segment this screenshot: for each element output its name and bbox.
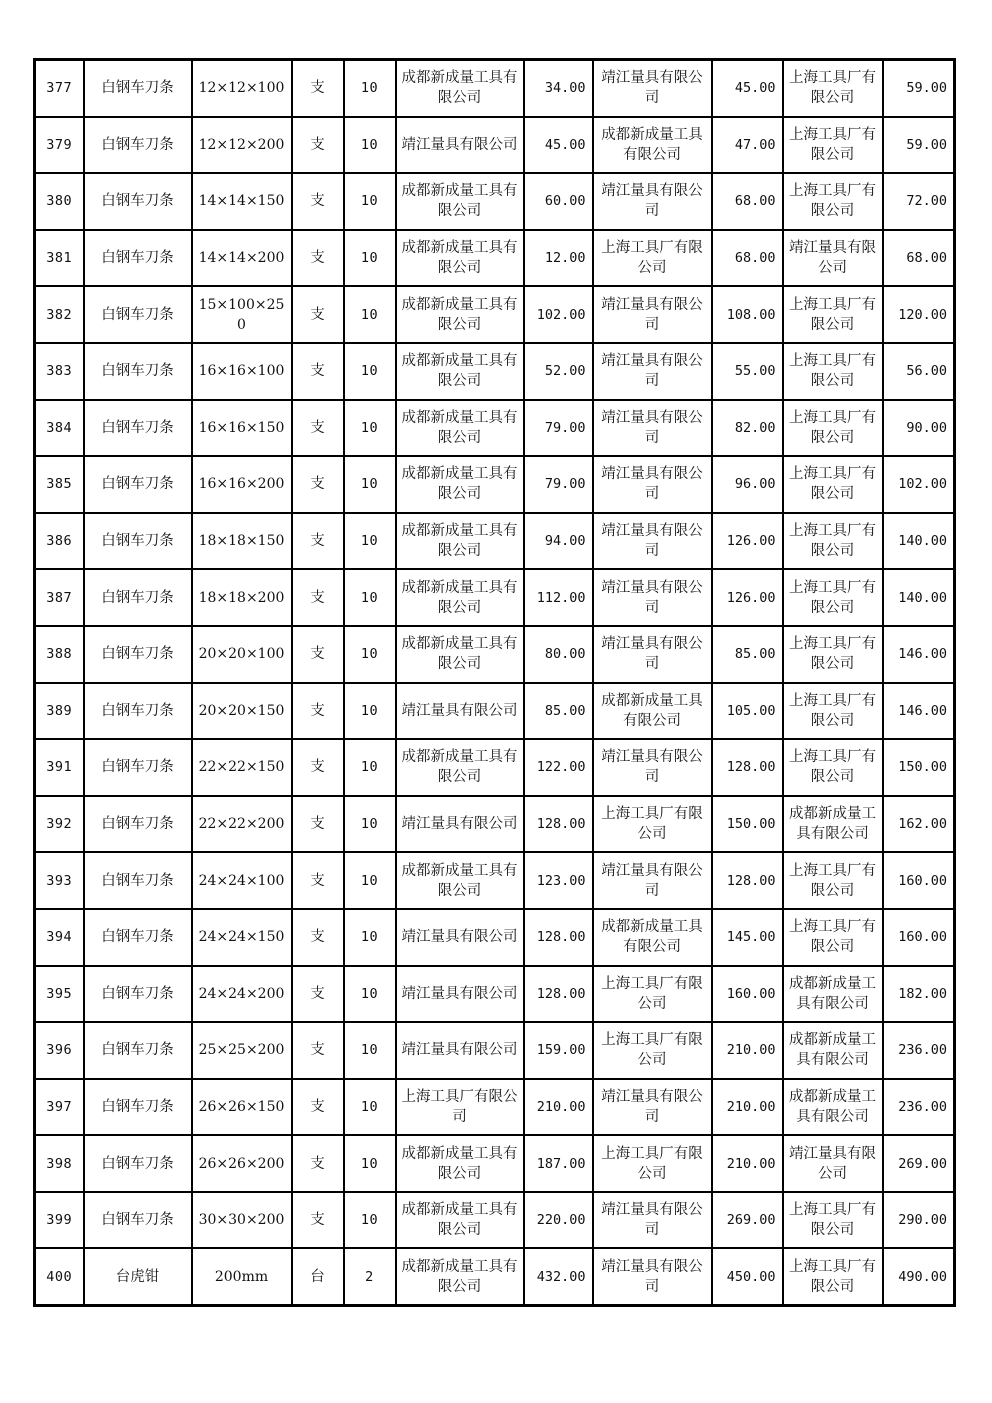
item-name-cell: 白钢车刀条	[84, 909, 192, 966]
supplier-2-cell: 靖江量具有限公司	[593, 1192, 712, 1249]
table-row	[35, 230, 955, 287]
item-number-cell: 383	[35, 343, 84, 400]
item-name-cell: 白钢车刀条	[84, 569, 192, 626]
item-name-cell: 白钢车刀条	[84, 1079, 192, 1136]
item-name-cell: 白钢车刀条	[84, 852, 192, 909]
unit-cell: 支	[292, 1022, 344, 1079]
unit-cell: 支	[292, 683, 344, 740]
supplier-2-cell: 靖江量具有限公司	[593, 569, 712, 626]
table-row	[35, 173, 955, 230]
item-spec-cell: 16×16×150	[192, 400, 292, 457]
table-row	[35, 966, 955, 1023]
item-name-cell: 白钢车刀条	[84, 513, 192, 570]
supplier-1-cell: 靖江量具有限公司	[396, 796, 524, 853]
supplier-3-price-cell: 140.00	[883, 513, 955, 570]
item-spec-cell: 20×20×150	[192, 683, 292, 740]
supplier-1-cell: 成都新成量工具有限公司	[396, 286, 524, 343]
item-number-cell: 379	[35, 117, 84, 174]
quantity-cell: 10	[344, 343, 396, 400]
supplier-2-cell: 靖江量具有限公司	[593, 852, 712, 909]
supplier-1-price-cell: 220.00	[524, 1192, 593, 1249]
supplier-3-cell: 成都新成量工具有限公司	[783, 966, 883, 1023]
supplier-1-price-cell: 123.00	[524, 852, 593, 909]
supplier-2-cell: 靖江量具有限公司	[593, 60, 712, 117]
unit-cell: 支	[292, 739, 344, 796]
item-name-cell: 白钢车刀条	[84, 117, 192, 174]
unit-cell: 支	[292, 173, 344, 230]
supplier-3-cell: 上海工具厂有限公司	[783, 683, 883, 740]
unit-cell: 支	[292, 909, 344, 966]
quantity-cell: 10	[344, 1022, 396, 1079]
supplier-2-cell: 靖江量具有限公司	[593, 343, 712, 400]
supplier-2-price-cell: 145.00	[712, 909, 783, 966]
supplier-1-price-cell: 122.00	[524, 739, 593, 796]
table-row	[35, 1079, 955, 1136]
supplier-2-price-cell: 47.00	[712, 117, 783, 174]
unit-cell: 支	[292, 1079, 344, 1136]
supplier-1-price-cell: 52.00	[524, 343, 593, 400]
item-number-cell: 386	[35, 513, 84, 570]
supplier-3-price-cell: 59.00	[883, 60, 955, 117]
table-row	[35, 739, 955, 796]
item-number-cell: 391	[35, 739, 84, 796]
item-name-cell: 白钢车刀条	[84, 739, 192, 796]
table-row	[35, 683, 955, 740]
item-name-cell: 台虎钳	[84, 1248, 192, 1305]
supplier-1-price-cell: 102.00	[524, 286, 593, 343]
item-spec-cell: 26×26×200	[192, 1135, 292, 1192]
quantity-cell: 10	[344, 852, 396, 909]
item-number-cell: 381	[35, 230, 84, 287]
item-number-cell: 384	[35, 400, 84, 457]
unit-cell: 支	[292, 117, 344, 174]
supplier-3-price-cell: 236.00	[883, 1079, 955, 1136]
item-spec-cell: 14×14×200	[192, 230, 292, 287]
item-number-cell: 397	[35, 1079, 84, 1136]
unit-cell: 支	[292, 400, 344, 457]
supplier-1-price-cell: 79.00	[524, 400, 593, 457]
supplier-1-cell: 靖江量具有限公司	[396, 1022, 524, 1079]
supplier-3-cell: 上海工具厂有限公司	[783, 60, 883, 117]
supplier-3-cell: 上海工具厂有限公司	[783, 513, 883, 570]
supplier-1-cell: 靖江量具有限公司	[396, 966, 524, 1023]
supplier-2-cell: 靖江量具有限公司	[593, 513, 712, 570]
supplier-1-price-cell: 128.00	[524, 796, 593, 853]
quantity-cell: 10	[344, 683, 396, 740]
quantity-cell: 10	[344, 909, 396, 966]
item-spec-cell: 24×24×100	[192, 852, 292, 909]
quantity-cell: 10	[344, 117, 396, 174]
supplier-2-price-cell: 82.00	[712, 400, 783, 457]
supplier-3-price-cell: 290.00	[883, 1192, 955, 1249]
supplier-2-cell: 靖江量具有限公司	[593, 173, 712, 230]
unit-cell: 支	[292, 343, 344, 400]
supplier-1-cell: 成都新成量工具有限公司	[396, 343, 524, 400]
supplier-1-price-cell: 187.00	[524, 1135, 593, 1192]
supplier-2-price-cell: 160.00	[712, 966, 783, 1023]
item-number-cell: 389	[35, 683, 84, 740]
supplier-2-price-cell: 210.00	[712, 1022, 783, 1079]
unit-cell: 台	[292, 1248, 344, 1305]
quantity-cell: 10	[344, 456, 396, 513]
supplier-3-cell: 成都新成量工具有限公司	[783, 1022, 883, 1079]
supplier-3-cell: 上海工具厂有限公司	[783, 286, 883, 343]
supplier-2-cell: 靖江量具有限公司	[593, 456, 712, 513]
supplier-1-price-cell: 79.00	[524, 456, 593, 513]
supplier-3-price-cell: 120.00	[883, 286, 955, 343]
unit-cell: 支	[292, 1135, 344, 1192]
supplier-2-price-cell: 269.00	[712, 1192, 783, 1249]
table-row	[35, 343, 955, 400]
supplier-1-price-cell: 45.00	[524, 117, 593, 174]
unit-cell: 支	[292, 626, 344, 683]
item-spec-cell: 20×20×100	[192, 626, 292, 683]
item-spec-cell: 22×22×150	[192, 739, 292, 796]
item-spec-cell: 25×25×200	[192, 1022, 292, 1079]
quantity-cell: 10	[344, 1192, 396, 1249]
supplier-2-price-cell: 210.00	[712, 1079, 783, 1136]
item-spec-cell: 14×14×150	[192, 173, 292, 230]
table-row	[35, 60, 955, 117]
supplier-2-price-cell: 128.00	[712, 739, 783, 796]
item-number-cell: 382	[35, 286, 84, 343]
supplier-2-price-cell: 126.00	[712, 569, 783, 626]
supplier-3-price-cell: 90.00	[883, 400, 955, 457]
supplier-2-cell: 成都新成量工具有限公司	[593, 909, 712, 966]
supplier-1-price-cell: 128.00	[524, 966, 593, 1023]
supplier-3-price-cell: 140.00	[883, 569, 955, 626]
supplier-1-cell: 靖江量具有限公司	[396, 117, 524, 174]
table-row	[35, 1248, 955, 1305]
supplier-2-price-cell: 210.00	[712, 1135, 783, 1192]
supplier-1-cell: 成都新成量工具有限公司	[396, 456, 524, 513]
supplier-3-cell: 成都新成量工具有限公司	[783, 796, 883, 853]
item-spec-cell: 22×22×200	[192, 796, 292, 853]
supplier-2-cell: 上海工具厂有限公司	[593, 796, 712, 853]
supplier-3-price-cell: 490.00	[883, 1248, 955, 1305]
item-name-cell: 白钢车刀条	[84, 343, 192, 400]
supplier-3-price-cell: 146.00	[883, 626, 955, 683]
supplier-2-cell: 靖江量具有限公司	[593, 739, 712, 796]
supplier-1-cell: 靖江量具有限公司	[396, 909, 524, 966]
unit-cell: 支	[292, 796, 344, 853]
supplier-3-cell: 上海工具厂有限公司	[783, 117, 883, 174]
item-number-cell: 380	[35, 173, 84, 230]
supplier-2-cell: 上海工具厂有限公司	[593, 230, 712, 287]
supplier-3-cell: 上海工具厂有限公司	[783, 852, 883, 909]
item-name-cell: 白钢车刀条	[84, 626, 192, 683]
unit-cell: 支	[292, 230, 344, 287]
item-number-cell: 394	[35, 909, 84, 966]
supplier-1-cell: 成都新成量工具有限公司	[396, 569, 524, 626]
item-name-cell: 白钢车刀条	[84, 456, 192, 513]
supplier-2-price-cell: 450.00	[712, 1248, 783, 1305]
supplier-1-cell: 成都新成量工具有限公司	[396, 1248, 524, 1305]
supplier-3-cell: 上海工具厂有限公司	[783, 909, 883, 966]
quantity-cell: 10	[344, 569, 396, 626]
supplier-2-cell: 靖江量具有限公司	[593, 1079, 712, 1136]
item-spec-cell: 200mm	[192, 1248, 292, 1305]
supplier-2-price-cell: 108.00	[712, 286, 783, 343]
supplier-1-cell: 成都新成量工具有限公司	[396, 739, 524, 796]
item-number-cell: 399	[35, 1192, 84, 1249]
supplier-3-cell: 靖江量具有限公司	[783, 1135, 883, 1192]
supplier-2-cell: 上海工具厂有限公司	[593, 966, 712, 1023]
supplier-1-cell: 成都新成量工具有限公司	[396, 513, 524, 570]
item-name-cell: 白钢车刀条	[84, 966, 192, 1023]
item-spec-cell: 18×18×150	[192, 513, 292, 570]
supplier-3-price-cell: 162.00	[883, 796, 955, 853]
quotation-table-body	[35, 60, 955, 1306]
supplier-1-price-cell: 432.00	[524, 1248, 593, 1305]
supplier-2-price-cell: 45.00	[712, 60, 783, 117]
supplier-3-cell: 上海工具厂有限公司	[783, 343, 883, 400]
item-number-cell: 392	[35, 796, 84, 853]
supplier-3-cell: 上海工具厂有限公司	[783, 456, 883, 513]
item-number-cell: 398	[35, 1135, 84, 1192]
table-row	[35, 1022, 955, 1079]
supplier-3-price-cell: 160.00	[883, 909, 955, 966]
supplier-1-price-cell: 34.00	[524, 60, 593, 117]
supplier-3-price-cell: 160.00	[883, 852, 955, 909]
item-spec-cell: 24×24×200	[192, 966, 292, 1023]
quantity-cell: 10	[344, 739, 396, 796]
supplier-1-cell: 成都新成量工具有限公司	[396, 173, 524, 230]
table-row	[35, 796, 955, 853]
supplier-2-price-cell: 150.00	[712, 796, 783, 853]
item-name-cell: 白钢车刀条	[84, 796, 192, 853]
table-row	[35, 400, 955, 457]
table-row	[35, 626, 955, 683]
supplier-1-price-cell: 210.00	[524, 1079, 593, 1136]
supplier-3-price-cell: 182.00	[883, 966, 955, 1023]
supplier-1-cell: 上海工具厂有限公司	[396, 1079, 524, 1136]
unit-cell: 支	[292, 513, 344, 570]
supplier-3-cell: 上海工具厂有限公司	[783, 569, 883, 626]
unit-cell: 支	[292, 569, 344, 626]
item-number-cell: 385	[35, 456, 84, 513]
item-spec-cell: 30×30×200	[192, 1192, 292, 1249]
item-spec-cell: 16×16×200	[192, 456, 292, 513]
supplier-1-price-cell: 159.00	[524, 1022, 593, 1079]
supplier-2-price-cell: 85.00	[712, 626, 783, 683]
supplier-2-cell: 靖江量具有限公司	[593, 286, 712, 343]
item-number-cell: 387	[35, 569, 84, 626]
supplier-1-cell: 成都新成量工具有限公司	[396, 852, 524, 909]
table-row	[35, 852, 955, 909]
item-number-cell: 400	[35, 1248, 84, 1305]
supplier-3-price-cell: 150.00	[883, 739, 955, 796]
supplier-2-cell: 靖江量具有限公司	[593, 626, 712, 683]
item-name-cell: 白钢车刀条	[84, 1135, 192, 1192]
item-spec-cell: 12×12×100	[192, 60, 292, 117]
supplier-2-cell: 靖江量具有限公司	[593, 400, 712, 457]
table-row	[35, 513, 955, 570]
supplier-1-cell: 靖江量具有限公司	[396, 683, 524, 740]
supplier-2-cell: 成都新成量工具有限公司	[593, 683, 712, 740]
supplier-2-price-cell: 96.00	[712, 456, 783, 513]
unit-cell: 支	[292, 286, 344, 343]
table-row	[35, 117, 955, 174]
unit-cell: 支	[292, 1192, 344, 1249]
supplier-2-price-cell: 68.00	[712, 230, 783, 287]
item-name-cell: 白钢车刀条	[84, 1022, 192, 1079]
item-name-cell: 白钢车刀条	[84, 230, 192, 287]
item-spec-cell: 12×12×200	[192, 117, 292, 174]
supplier-1-price-cell: 128.00	[524, 909, 593, 966]
supplier-1-cell: 成都新成量工具有限公司	[396, 626, 524, 683]
quantity-cell: 10	[344, 513, 396, 570]
supplier-3-cell: 上海工具厂有限公司	[783, 739, 883, 796]
supplier-2-cell: 上海工具厂有限公司	[593, 1022, 712, 1079]
supplier-1-cell: 成都新成量工具有限公司	[396, 400, 524, 457]
quantity-cell: 10	[344, 966, 396, 1023]
quantity-cell: 10	[344, 400, 396, 457]
table-row	[35, 286, 955, 343]
item-spec-cell: 26×26×150	[192, 1079, 292, 1136]
quotation-table	[33, 58, 956, 1307]
supplier-3-price-cell: 56.00	[883, 343, 955, 400]
item-name-cell: 白钢车刀条	[84, 683, 192, 740]
supplier-1-cell: 成都新成量工具有限公司	[396, 1192, 524, 1249]
quantity-cell: 10	[344, 173, 396, 230]
supplier-3-price-cell: 72.00	[883, 173, 955, 230]
item-number-cell: 388	[35, 626, 84, 683]
supplier-2-price-cell: 128.00	[712, 852, 783, 909]
table-row	[35, 1192, 955, 1249]
unit-cell: 支	[292, 966, 344, 1023]
item-name-cell: 白钢车刀条	[84, 60, 192, 117]
supplier-3-price-cell: 68.00	[883, 230, 955, 287]
supplier-3-cell: 成都新成量工具有限公司	[783, 1079, 883, 1136]
supplier-3-cell: 上海工具厂有限公司	[783, 626, 883, 683]
supplier-3-cell: 上海工具厂有限公司	[783, 1248, 883, 1305]
supplier-3-cell: 上海工具厂有限公司	[783, 173, 883, 230]
item-spec-cell: 18×18×200	[192, 569, 292, 626]
supplier-2-cell: 成都新成量工具有限公司	[593, 117, 712, 174]
unit-cell: 支	[292, 456, 344, 513]
supplier-3-price-cell: 146.00	[883, 683, 955, 740]
supplier-1-price-cell: 80.00	[524, 626, 593, 683]
supplier-2-price-cell: 126.00	[712, 513, 783, 570]
supplier-3-cell: 上海工具厂有限公司	[783, 400, 883, 457]
item-spec-cell: 24×24×150	[192, 909, 292, 966]
table-row	[35, 569, 955, 626]
supplier-1-price-cell: 94.00	[524, 513, 593, 570]
supplier-2-price-cell: 105.00	[712, 683, 783, 740]
supplier-3-cell: 靖江量具有限公司	[783, 230, 883, 287]
quantity-cell: 10	[344, 1135, 396, 1192]
supplier-3-price-cell: 269.00	[883, 1135, 955, 1192]
unit-cell: 支	[292, 60, 344, 117]
supplier-2-cell: 靖江量具有限公司	[593, 1248, 712, 1305]
quantity-cell: 10	[344, 626, 396, 683]
quantity-cell: 10	[344, 286, 396, 343]
supplier-1-price-cell: 60.00	[524, 173, 593, 230]
supplier-2-cell: 上海工具厂有限公司	[593, 1135, 712, 1192]
supplier-1-price-cell: 12.00	[524, 230, 593, 287]
supplier-2-price-cell: 55.00	[712, 343, 783, 400]
item-spec-cell: 16×16×100	[192, 343, 292, 400]
item-number-cell: 395	[35, 966, 84, 1023]
table-row	[35, 1135, 955, 1192]
supplier-1-cell: 成都新成量工具有限公司	[396, 230, 524, 287]
supplier-1-price-cell: 112.00	[524, 569, 593, 626]
quantity-cell: 10	[344, 796, 396, 853]
item-number-cell: 396	[35, 1022, 84, 1079]
supplier-1-cell: 成都新成量工具有限公司	[396, 60, 524, 117]
item-number-cell: 393	[35, 852, 84, 909]
table-row	[35, 909, 955, 966]
quantity-cell: 10	[344, 60, 396, 117]
supplier-1-price-cell: 85.00	[524, 683, 593, 740]
supplier-3-cell: 上海工具厂有限公司	[783, 1192, 883, 1249]
item-name-cell: 白钢车刀条	[84, 173, 192, 230]
item-name-cell: 白钢车刀条	[84, 1192, 192, 1249]
supplier-3-price-cell: 236.00	[883, 1022, 955, 1079]
quantity-cell: 2	[344, 1248, 396, 1305]
quantity-cell: 10	[344, 230, 396, 287]
item-name-cell: 白钢车刀条	[84, 286, 192, 343]
quantity-cell: 10	[344, 1079, 396, 1136]
supplier-2-price-cell: 68.00	[712, 173, 783, 230]
supplier-1-cell: 成都新成量工具有限公司	[396, 1135, 524, 1192]
supplier-3-price-cell: 102.00	[883, 456, 955, 513]
unit-cell: 支	[292, 852, 344, 909]
item-name-cell: 白钢车刀条	[84, 400, 192, 457]
item-number-cell: 377	[35, 60, 84, 117]
supplier-3-price-cell: 59.00	[883, 117, 955, 174]
item-spec-cell: 15×100×250	[192, 286, 292, 343]
table-row	[35, 456, 955, 513]
